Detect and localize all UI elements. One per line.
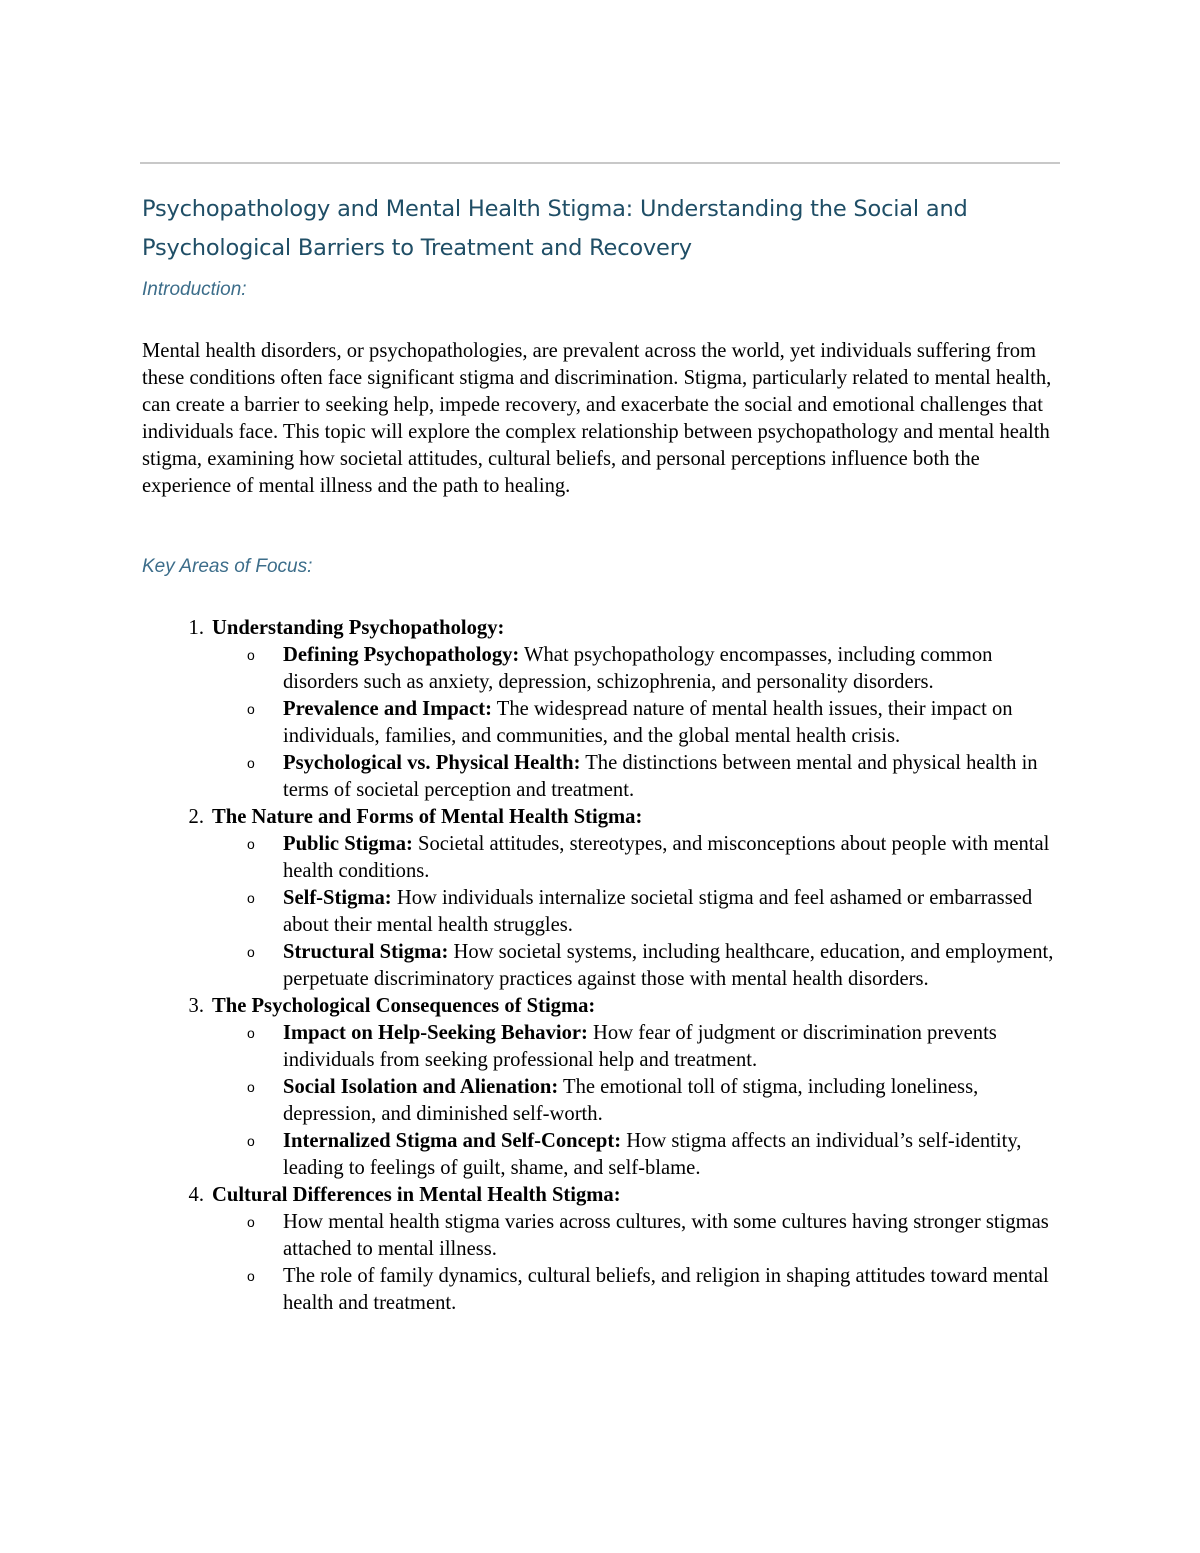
circle-bullet-icon: o — [247, 647, 255, 663]
sub-item-text: The distinctions between mental and physical health in terms of societal perception and treatment. — [283, 752, 1038, 801]
sub-item-label: Prevalence and Impact: — [283, 698, 492, 720]
sub-item-label: Social Isolation and Alienation: — [283, 1076, 559, 1098]
intro-paragraph: Mental health disorders, or psychopathologies, are prevalent across the world, yet individuals suffering from these conditions often face significant stigma and discrimination. Stigma, particularly related to mental health, can create a barrier to seeking help, impede recovery, and exacerbate the social and emotional challenges that individuals face. This topic will explore the complex relationship between psychopathology and mental health stigma, examining how societal attitudes, cultural beliefs, and personal perceptions influence both the experience of mental illness and the path to healing. — [142, 340, 1052, 497]
sub-item — [0, 1074, 1200, 1128]
sub-item — [0, 1020, 1200, 1074]
section-heading: Understanding Psychopathology: — [212, 617, 505, 639]
sub-item — [0, 642, 1200, 696]
section-number: 4. — [188, 1184, 204, 1206]
sub-item — [0, 885, 1200, 939]
sub-item-text: How mental health stigma varies across cultures, with some cultures having stronger stigmas attached to mental illness. — [283, 1211, 1049, 1260]
document-title: Psychopathology and Mental Health Stigma: Understanding the Social and Psychological Barriers to Treatment and Recovery — [142, 196, 968, 261]
section-heading: The Nature and Forms of Mental Health Stigma: — [212, 806, 643, 828]
focus-heading: Key Areas of Focus: — [142, 556, 313, 577]
sub-item — [0, 1209, 1200, 1263]
circle-bullet-icon: o — [247, 836, 255, 852]
sub-item-text: The emotional toll of stigma, including loneliness, depression, and diminished self-worth. — [283, 1076, 979, 1125]
sub-item-text: The widespread nature of mental health issues, their impact on individuals, families, and communities, and the global mental health crisis. — [283, 698, 1013, 747]
sub-item-label: Public Stigma: — [283, 833, 413, 855]
circle-bullet-icon: o — [247, 1025, 255, 1041]
sub-item — [0, 696, 1200, 750]
sub-item-label: Structural Stigma: — [283, 941, 449, 963]
sub-item — [0, 1263, 1200, 1317]
section-item — [0, 993, 1200, 1020]
section-item — [0, 804, 1200, 831]
section-number: 2. — [188, 806, 204, 828]
circle-bullet-icon: o — [247, 944, 255, 960]
section-heading: The Psychological Consequences of Stigma: — [212, 995, 596, 1017]
circle-bullet-icon: o — [247, 755, 255, 771]
sub-item-label: Defining Psychopathology: — [283, 644, 520, 666]
circle-bullet-icon: o — [247, 1214, 255, 1230]
section-item — [0, 1182, 1200, 1209]
section-heading: Cultural Differences in Mental Health Stigma: — [212, 1184, 621, 1206]
sub-item-label: Impact on Help-Seeking Behavior: — [283, 1022, 588, 1044]
intro-heading: Introduction: — [142, 279, 247, 300]
circle-bullet-icon: o — [247, 1133, 255, 1149]
sub-item-text: How fear of judgment or discrimination prevents individuals from seeking professional help and treatment. — [283, 1022, 997, 1071]
sub-item-label: Psychological vs. Physical Health: — [283, 752, 581, 774]
sub-item — [0, 831, 1200, 885]
sub-item-label: Internalized Stigma and Self-Concept: — [283, 1130, 622, 1152]
sub-item-text: How stigma affects an individual’s self-identity, leading to feelings of guilt, shame, and self-blame. — [283, 1130, 1022, 1179]
section-number: 1. — [188, 617, 204, 639]
circle-bullet-icon: o — [247, 701, 255, 717]
circle-bullet-icon: o — [247, 1079, 255, 1095]
sub-item-text: How individuals internalize societal stigma and feel ashamed or embarrassed about their mental health struggles. — [283, 887, 1033, 936]
section-number: 3. — [188, 995, 204, 1017]
sub-item-text: Societal attitudes, stereotypes, and misconceptions about people with mental health conditions. — [283, 833, 1050, 882]
sub-item — [0, 939, 1200, 993]
sub-item-text: The role of family dynamics, cultural beliefs, and religion in shaping attitudes toward mental health and treatment. — [283, 1265, 1049, 1314]
sub-item-text: What psychopathology encompasses, including common disorders such as anxiety, depression, schizophrenia, and personality disorders. — [283, 644, 993, 693]
section-item — [0, 615, 1200, 642]
sub-item-text: How societal systems, including healthcare, education, and employment, perpetuate discriminatory practices against those with mental health disorders. — [283, 941, 1054, 990]
sub-item — [0, 750, 1200, 804]
header-divider — [140, 162, 1060, 164]
sub-item-label: Self-Stigma: — [283, 887, 392, 909]
focus-outline — [0, 615, 1200, 1317]
circle-bullet-icon: o — [247, 1268, 255, 1284]
circle-bullet-icon: o — [247, 890, 255, 906]
sub-item — [0, 1128, 1200, 1182]
